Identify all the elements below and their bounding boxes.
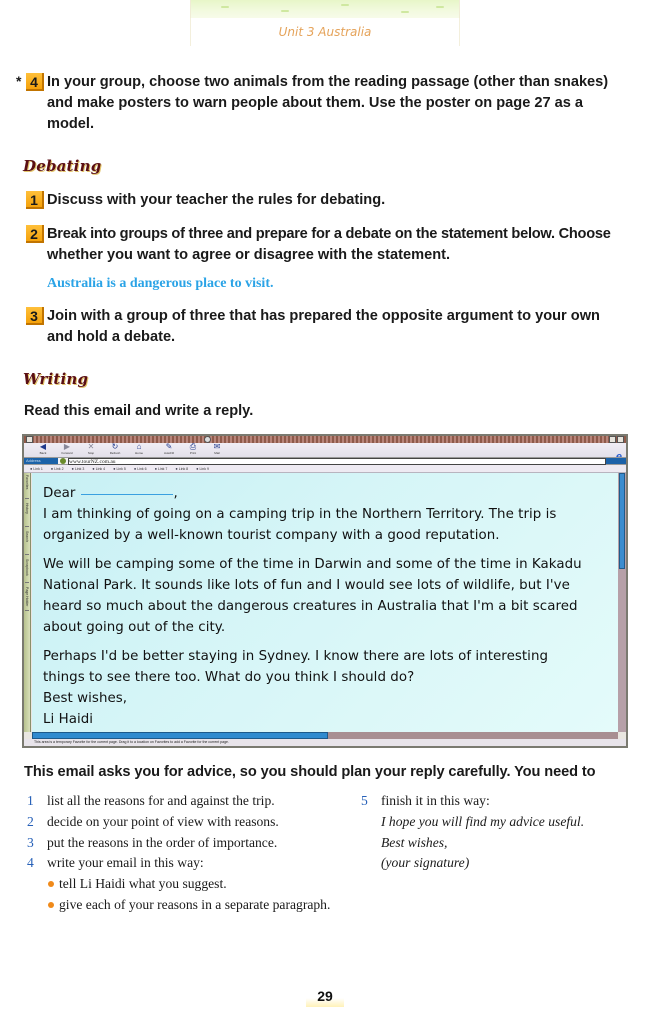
- bullet-icon: [48, 881, 54, 887]
- task-line: Discuss with your teacher the rules for debating.: [47, 192, 386, 208]
- link-item[interactable]: ● Link 8: [175, 466, 188, 471]
- forward-button[interactable]: ▶ Forward: [56, 443, 78, 457]
- link-item[interactable]: ● Link 2: [51, 466, 64, 471]
- section-heading-writing: Writing: [23, 370, 89, 388]
- side-tab-history[interactable]: History: [25, 503, 29, 527]
- email-greeting: Dear ,: [43, 486, 178, 501]
- step-number: 3: [27, 834, 34, 850]
- bullet-icon: [48, 902, 54, 908]
- closing-line: I hope you will find my advice useful.: [381, 813, 585, 829]
- plan-step: 1 list all the reasons for and against the trip.: [27, 791, 367, 812]
- side-tab-page-holder[interactable]: Page Holder: [25, 587, 29, 611]
- link-item[interactable]: ● Link 7: [155, 466, 168, 471]
- email-browser-window: [22, 434, 628, 748]
- plan-step-5: [361, 791, 641, 874]
- unit-title: Unit 3 Australia: [190, 18, 460, 46]
- email-line: Perhaps I'd be better staying in Sydney. I know there are lots of interesting: [43, 649, 549, 664]
- debate-statement: Australia is a dangerous place to visit.: [47, 276, 274, 291]
- task-number-badge: 3: [26, 307, 44, 325]
- link-item[interactable]: ● Link 9: [196, 466, 209, 471]
- window-title-dial-icon: [204, 436, 211, 443]
- go-button[interactable]: [606, 458, 626, 464]
- task-number-badge: 2: [26, 225, 44, 243]
- task-4: [16, 72, 637, 135]
- refresh-icon: ↻: [111, 442, 119, 451]
- email-body: [43, 483, 623, 730]
- page-number: 29: [306, 985, 344, 1007]
- step-number: 2: [27, 813, 34, 829]
- back-icon: ◀: [39, 442, 47, 451]
- address-bar: [24, 457, 626, 465]
- link-item[interactable]: ● Link 4: [92, 466, 105, 471]
- explorer-side-tabs: [24, 473, 31, 732]
- side-tab-favorites[interactable]: Favorites: [25, 475, 29, 499]
- closing-line: Best wishes,: [381, 834, 448, 850]
- section-heading-debating: Debating: [23, 157, 102, 175]
- mail-icon: ✉: [213, 442, 221, 451]
- email-signature: Li Haidi: [43, 712, 94, 727]
- task-number-badge: 4: [26, 73, 44, 91]
- print-button[interactable]: ⎙ Print: [182, 443, 204, 457]
- task-line: Join with a group of three that has prepared the opposite argument to your own: [47, 308, 600, 324]
- plan-intro: This email asks you for advice, so you should plan your reply carefully. You need to: [24, 764, 596, 780]
- link-item[interactable]: ● Link 3: [72, 466, 85, 471]
- debating-task-2: [30, 224, 637, 266]
- task-line: whether you want to agree or disagree with the statement.: [47, 247, 451, 263]
- header-decoration: [190, 0, 460, 18]
- close-box-icon[interactable]: [26, 436, 33, 443]
- refresh-button[interactable]: ↻ Refresh: [104, 443, 126, 457]
- forward-icon: ▶: [63, 442, 71, 451]
- email-line: about going out of the city.: [43, 620, 226, 635]
- plan-step: 2 decide on your point of view with reasons.: [27, 812, 367, 833]
- task-line: Break into groups of three and prepare for a debate on the statement below. Choose: [47, 226, 611, 242]
- browser-toolbar: [24, 443, 626, 457]
- task-line: and make posters to warn people about them. Use the poster on page 27 as a: [47, 95, 584, 111]
- email-line: We will be camping some of the time in Darwin and some of the time in Kakadu: [43, 557, 582, 572]
- email-line: organized by a well-known tourist company with a good reputation.: [43, 528, 500, 543]
- email-closing: Best wishes,: [43, 691, 128, 706]
- print-icon: ⎙: [189, 442, 197, 451]
- side-tab-search[interactable]: Search: [25, 531, 29, 555]
- email-line: things to see there too. What do you think I should do?: [43, 670, 415, 685]
- task-number-badge: 1: [26, 191, 44, 209]
- address-input[interactable]: www.tourNZ.com.au: [68, 458, 606, 465]
- step-number: 5: [361, 793, 368, 808]
- debating-task-1: [30, 190, 637, 211]
- stop-icon: ✕: [87, 442, 95, 451]
- task-line: model.: [47, 116, 95, 132]
- plan-steps-left: [27, 791, 367, 916]
- writing-instruction: Read this email and write a reply.: [24, 403, 254, 419]
- side-tab-scrapbook[interactable]: Scrapbook: [25, 559, 29, 583]
- page-icon: [60, 458, 66, 464]
- email-line: heard so much about the dangerous creatures in Australia that I'm a bit scared: [43, 599, 578, 614]
- mail-button[interactable]: ✉ Mail: [206, 443, 228, 457]
- debating-task-3: [30, 306, 637, 348]
- optional-marker: *: [16, 73, 22, 89]
- task-line: In your group, choose two animals from the reading passage (other than snakes): [47, 74, 609, 90]
- email-line: National Park. It sounds like lots of fun and I would see lots of wildlife, but I've: [43, 578, 570, 593]
- email-line: I am thinking of going on a camping trip in the Northern Territory. The trip is: [43, 507, 557, 522]
- home-icon: ⌂: [136, 442, 142, 451]
- plan-step: 5 finish it in this way:: [361, 791, 641, 812]
- collapse-box-icon[interactable]: [617, 436, 624, 443]
- links-bar: [24, 465, 626, 473]
- horizontal-scrollbar[interactable]: [32, 732, 618, 739]
- task-line: and hold a debate.: [47, 329, 176, 345]
- link-item[interactable]: ● Link 6: [134, 466, 147, 471]
- step-number: 1: [27, 793, 34, 808]
- home-button[interactable]: ⌂ Home: [128, 443, 150, 457]
- step-number: 4: [27, 855, 34, 871]
- autofill-icon: ✎: [165, 442, 173, 451]
- status-bar: This area is a temporary Favorite for the current page. Drag it to a location on Favorites to add a Favorite for the current page.: [24, 739, 626, 746]
- plan-bullet: tell Li Haidi what you suggest.: [27, 874, 367, 895]
- recipient-blank: [81, 494, 173, 495]
- link-item[interactable]: ● Link 1: [30, 466, 43, 471]
- horizontal-scroll-thumb[interactable]: [32, 732, 328, 739]
- autofill-button[interactable]: ✎ AutoFill: [158, 443, 180, 457]
- zoom-box-icon[interactable]: [609, 436, 616, 443]
- closing-line: (your signature): [381, 855, 470, 871]
- address-label: Address: [24, 458, 58, 464]
- back-button[interactable]: ◀ Back: [32, 443, 54, 457]
- plan-bullet: give each of your reasons in a separate paragraph.: [27, 895, 367, 916]
- stop-button[interactable]: ✕ Stop: [80, 443, 102, 457]
- plan-step: 4 write your email in this way:: [27, 853, 367, 874]
- link-item[interactable]: ● Link 5: [113, 466, 126, 471]
- plan-step: 3 put the reasons in the order of importance.: [27, 833, 367, 854]
